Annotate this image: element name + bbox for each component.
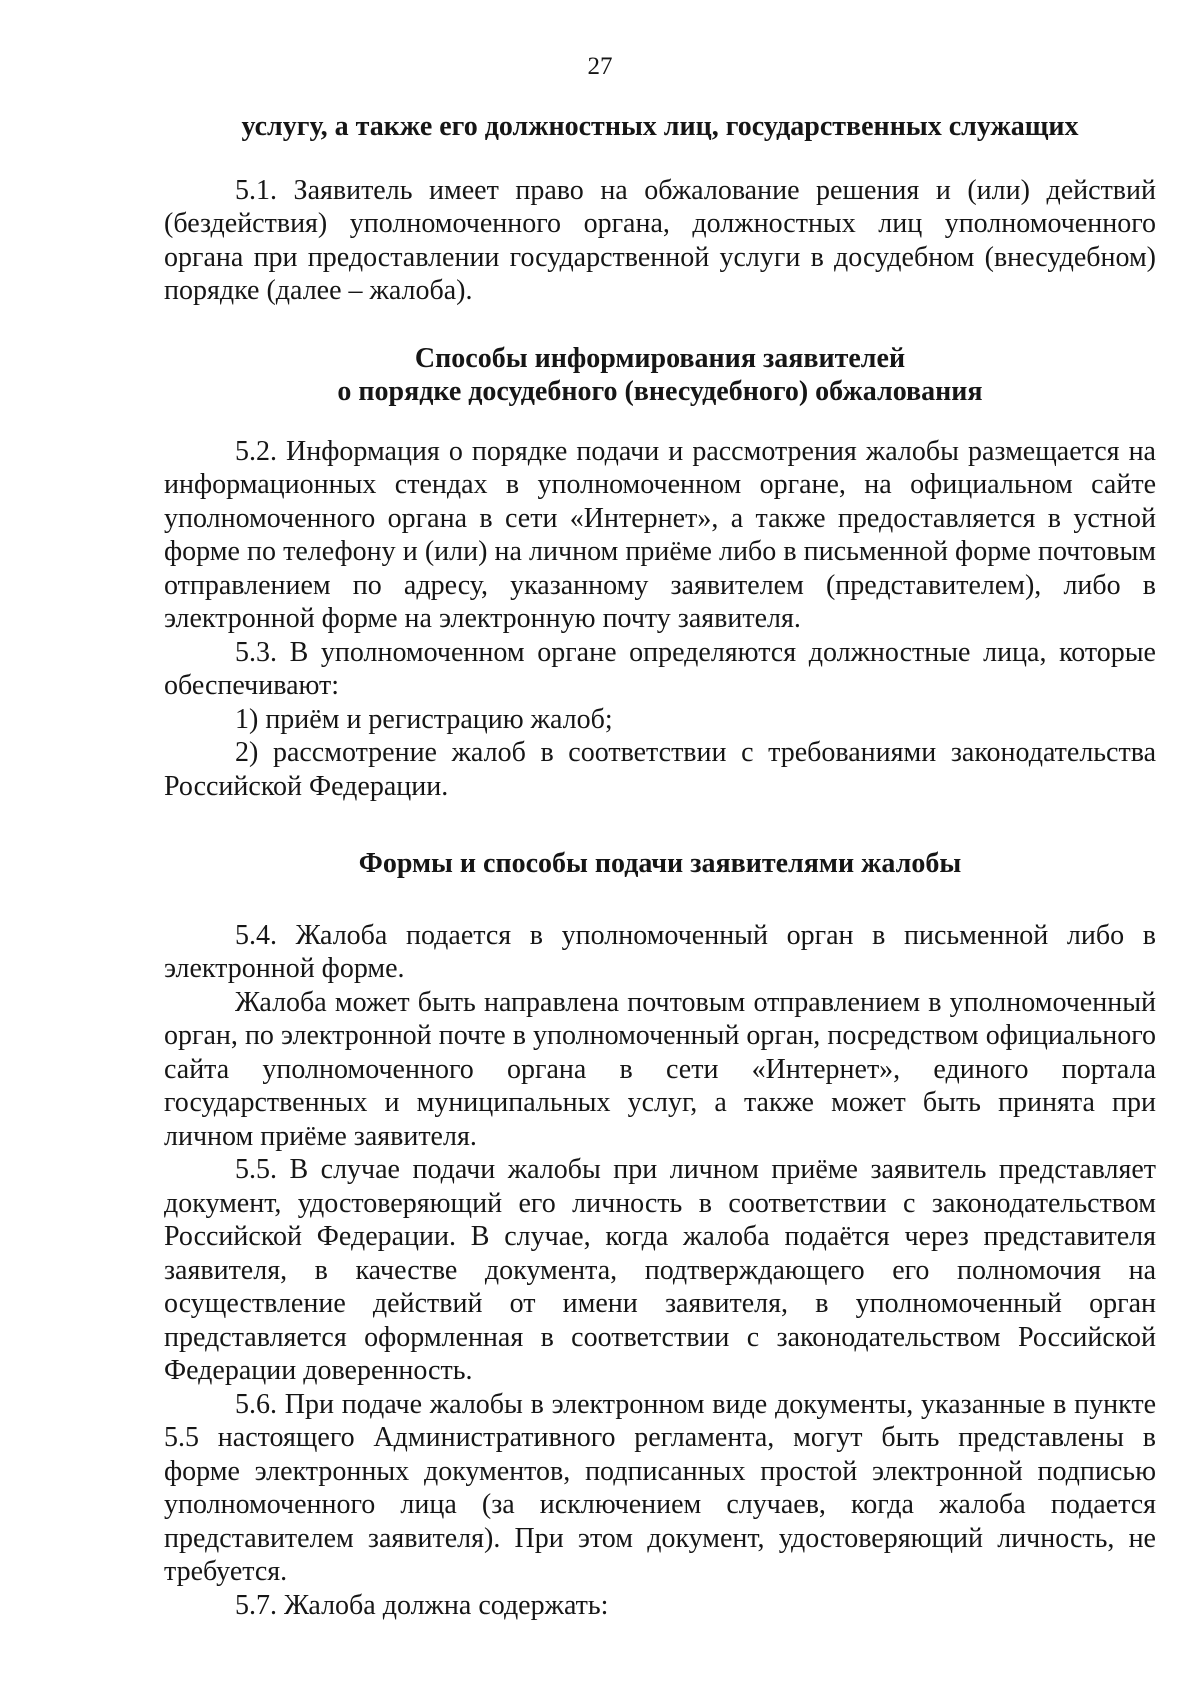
- paragraph-5-3-item-2: 2) рассмотрение жалоб в соответствии с требованиями законодательства Российской Федерации.: [164, 737, 1156, 802]
- section-heading-inform-line1: Способы информирования заявителей: [414, 342, 906, 374]
- paragraph-5-7: 5.7. Жалоба должна содержать:: [235, 1589, 609, 1621]
- paragraph-5-5: 5.5. В случае подачи жалобы при личном приёме заявитель представляет документ, удостоверяющий его личность в соответствии с законодательством Российской Федерации. В случае, когда жалоба подаётся через представителя заявителя, в качестве документа, подтверждающего его полномочия на осуществление действий от имени заявителя, в уполномоченный орган представляется оформленная в соответствии с законодательством Российской Федерации доверенность.: [164, 1154, 1156, 1386]
- page-number: 27: [587, 53, 613, 80]
- document-body: [164, 110, 1156, 1622]
- section-heading-inform: [164, 342, 1156, 409]
- paragraph-5-3-item-1: 1) приём и регистрацию жалоб;: [235, 703, 613, 735]
- paragraph-5-6: 5.6. При подаче жалобы в электронном виде документы, указанные в пункте 5.5 настоящего Административного регламента, могут быть представлены в форме электронных документов, подписанных простой электронной подписью уполномоченного лица (за исключением случаев, когда жалоба подается представителем заявителя). При этом документ, удостоверяющий личность, не требуется.: [164, 1388, 1156, 1587]
- section-heading-inform-line2: о порядке досудебного (внесудебного) обжалования: [337, 376, 983, 407]
- paragraph-5-1: 5.1. Заявитель имеет право на обжалование решения и (или) действий (бездействия) уполномоченного органа, должностных лиц уполномоченного органа при предоставлении государственной услуги в досудебном (внесудебном) порядке (далее – жалоба).: [164, 174, 1156, 306]
- paragraph-5-4: 5.4. Жалоба подается в уполномоченный орган в письменной либо в электронной форме.: [164, 919, 1156, 984]
- paragraph-5-2: 5.2. Информация о порядке подачи и рассмотрения жалобы размещается на информационных стендах в уполномоченном органе, на официальном сайте уполномоченного органа в сети «Интернет», а также предоставляется в устной форме по телефону и (или) на личном приёме либо в письменной форме почтовым отправлением по адресу, указанному заявителем (представителем), либо в электронной форме на электронную почту заявителя.: [164, 435, 1156, 634]
- paragraph-5-3: 5.3. В уполномоченном органе определяются должностные лица, которые обеспечивают:: [164, 636, 1156, 701]
- section-heading-continuation: услугу, а также его должностных лиц, государственных служащих: [241, 111, 1079, 142]
- paragraph-5-4-continued: Жалоба может быть направлена почтовым отправлением в уполномоченный орган, по электронной почте в уполномоченный орган, посредством официального сайта уполномоченного органа в сети «Интернет», единого портала государственных и муниципальных услуг, а также может быть принята при личном приёме заявителя.: [164, 986, 1156, 1152]
- section-heading-forms: Формы и способы подачи заявителями жалобы: [358, 848, 962, 879]
